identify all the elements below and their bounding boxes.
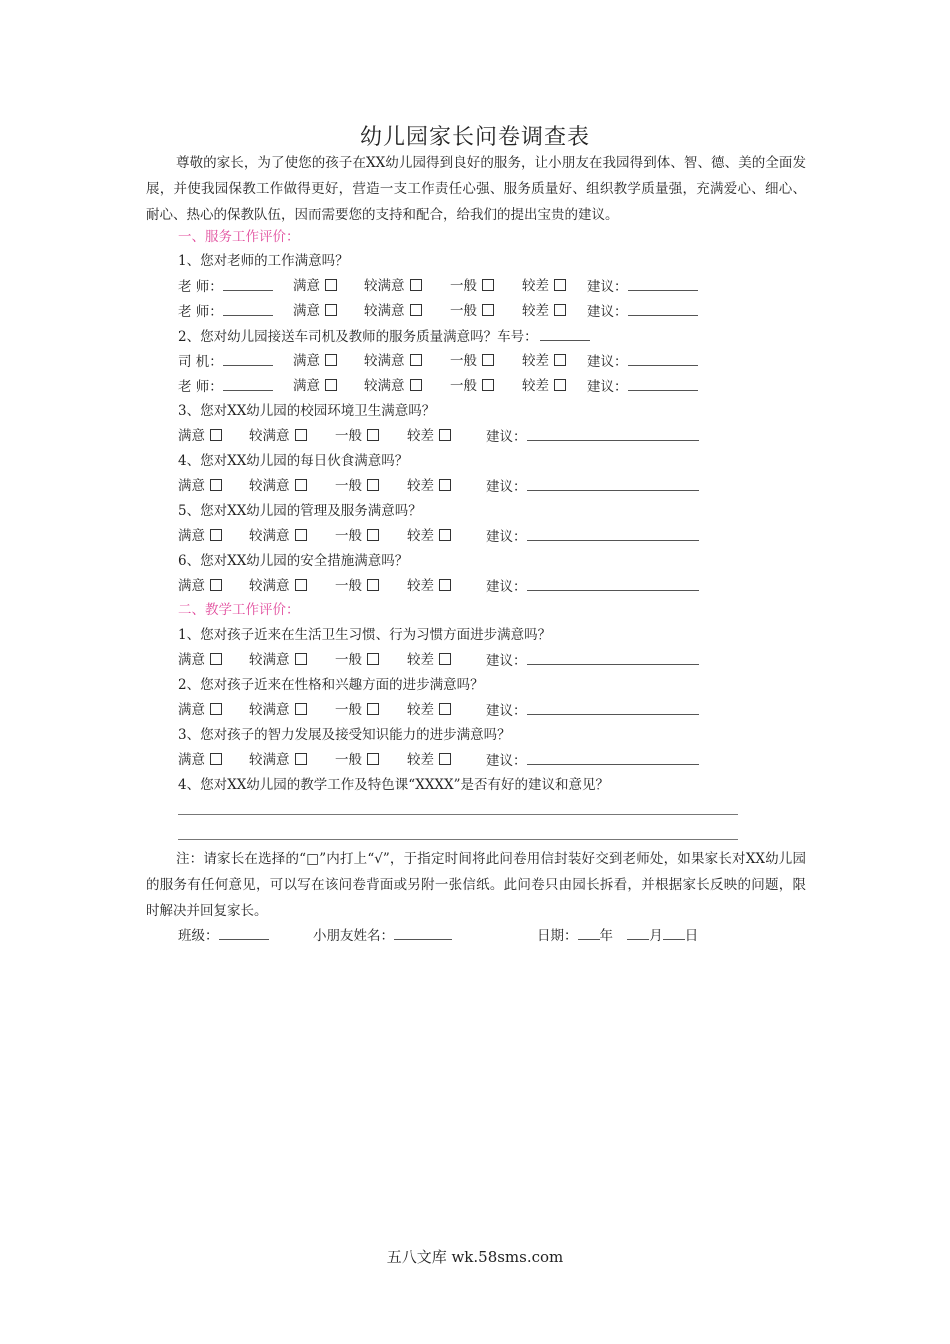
checkbox[interactable] [295,429,307,441]
option-label: 较差 [522,278,549,294]
option-label: 较满意 [249,528,290,544]
checkbox[interactable] [367,479,379,491]
child-name-label: 小朋友姓名： [313,928,394,944]
suggestion-blank[interactable] [527,700,699,715]
signature-row [178,925,738,945]
question-s2-q2: 2、您对孩子近来在性格和兴趣方面的进步满意吗？ [178,677,484,693]
suggestion-blank[interactable] [527,476,699,491]
checkbox[interactable] [210,579,222,591]
rating-row [178,700,738,720]
year-blank[interactable] [578,925,600,940]
section2-heading: 二、教学工作评价： [178,602,300,618]
checkbox[interactable] [325,279,337,291]
question-s2-q3: 3、您对孩子的智力发展及接受知识能力的进步满意吗？ [178,727,511,743]
checkbox[interactable] [210,753,222,765]
option-label: 较差 [522,303,549,319]
teacher-rating-row [178,376,738,396]
date-label: 日期： [537,928,578,944]
checkbox[interactable] [295,529,307,541]
option-label: 较满意 [364,353,405,369]
class-blank[interactable] [219,925,269,940]
option-label: 一般 [335,528,362,544]
option-label: 一般 [335,578,362,594]
option-label: 满意 [178,702,205,718]
option-label: 较差 [522,378,549,394]
teacher-name-blank[interactable] [223,301,273,316]
suggestion-label: 建议： [486,703,527,719]
checkbox[interactable] [367,753,379,765]
option-label: 较差 [407,528,434,544]
option-label: 满意 [178,478,205,494]
suggestion-blank[interactable] [628,276,698,291]
checkbox[interactable] [439,429,451,441]
checkbox[interactable] [367,653,379,665]
checkbox[interactable] [439,529,451,541]
checkbox[interactable] [325,354,337,366]
option-label: 较差 [407,578,434,594]
option-label: 一般 [335,752,362,768]
option-label: 较差 [407,428,434,444]
suggestion-label: 建议： [587,279,628,295]
checkbox[interactable] [210,653,222,665]
month-blank[interactable] [627,925,649,940]
option-label: 满意 [293,353,320,369]
suggestion-label: 建议： [486,429,527,445]
checkbox[interactable] [439,653,451,665]
note-paragraph: 注：请家长在选择的“□”内打上“√”，于指定时间将此问卷用信封装好交到老师处，如果家长对XX幼儿园的服务有任何意见，可以写在该问卷背面或另附一张信纸。此问卷只由园长拆看，并根据家长反映的问题，限时解决并回复家长。 [146,851,806,919]
intro-paragraph: 尊敬的家长，为了使您的孩子在XX幼儿园得到良好的服务，让小朋友在我园得到体、智、德、美的全面发展，并使我园保教工作做得更好，营造一支工作责任心强、服务质量好、组织教学质量强，充满爱心、细心、耐心、热心的保教队伍，因而需要您的支持和配合，给我们的提出宝贵的建议。 [146,155,806,223]
option-label: 一般 [335,478,362,494]
option-label: 一般 [450,353,477,369]
suggestion-label: 建议： [587,354,628,370]
checkbox[interactable] [295,753,307,765]
rating-row [178,526,738,546]
question-s1-q1: 1、您对老师的工作满意吗？ [178,253,349,269]
checkbox[interactable] [210,429,222,441]
checkbox[interactable] [554,379,566,391]
suggestion-blank[interactable] [527,650,699,665]
bus-number-blank[interactable] [540,326,590,341]
rating-row [178,576,738,596]
question-s1-q5: 5、您对XX幼儿园的管理及服务满意吗？ [178,503,422,519]
option-label: 较满意 [364,303,405,319]
option-label: 较满意 [249,652,290,668]
checkbox[interactable] [410,279,422,291]
suggestion-label: 建议： [486,479,527,495]
suggestion-label: 建议： [587,379,628,395]
checkbox[interactable] [295,579,307,591]
checkbox[interactable] [554,279,566,291]
option-label: 一般 [450,378,477,394]
checkbox[interactable] [210,703,222,715]
suggestion-blank[interactable] [527,426,699,441]
checkbox[interactable] [210,479,222,491]
checkbox[interactable] [367,429,379,441]
option-label: 满意 [178,428,205,444]
option-label: 满意 [178,652,205,668]
suggestion-blank[interactable] [628,376,698,391]
option-label: 一般 [450,303,477,319]
option-label: 较差 [407,702,434,718]
suggestion-blank[interactable] [628,301,698,316]
teacher-label: 老 师： [178,304,223,320]
suggestion-label: 建议： [587,304,628,320]
option-label: 一般 [335,702,362,718]
option-label: 较差 [407,478,434,494]
option-label: 满意 [293,378,320,394]
teacher-rating-row [178,301,738,321]
option-label: 较满意 [249,478,290,494]
option-label: 满意 [178,752,205,768]
teacher-label: 老 师： [178,279,223,295]
checkbox[interactable] [325,379,337,391]
driver-name-blank[interactable] [223,351,273,366]
checkbox[interactable] [410,354,422,366]
checkbox[interactable] [325,304,337,316]
checkbox[interactable] [439,753,451,765]
question-s1-q3: 3、您对XX幼儿园的校园环境卫生满意吗？ [178,403,436,419]
rating-row [178,650,738,670]
question-s1-q4: 4、您对XX幼儿园的每日伙食满意吗？ [178,453,409,469]
option-label: 较满意 [249,428,290,444]
checkbox[interactable] [482,304,494,316]
checkbox[interactable] [367,529,379,541]
question-s2-q1: 1、您对孩子近来在生活卫生习惯、行为习惯方面进步满意吗？ [178,627,552,643]
option-label: 较满意 [249,702,290,718]
teacher-label: 老 师： [178,379,223,395]
suggestion-blank[interactable] [527,750,699,765]
section1-heading: 一、服务工作评价： [178,229,300,245]
question-s2-q4: 4、您对XX幼儿园的教学工作及特色课“XXXX”是否有好的建议和意见？ [178,777,610,793]
rating-row [178,750,738,770]
checkbox[interactable] [439,479,451,491]
driver-rating-row [178,351,738,371]
footer-watermark: 五八文库 wk.58sms.com [386,1248,564,1266]
suggestion-blank[interactable] [527,526,699,541]
teacher-name-blank[interactable] [223,276,273,291]
question-text: 2、您对幼儿园接送车司机及教师的服务质量满意吗？车号： [178,329,538,345]
option-label: 一般 [335,428,362,444]
suggestion-blank[interactable] [527,576,699,591]
checkbox[interactable] [554,304,566,316]
suggestion-label: 建议： [486,579,527,595]
rating-row [178,476,738,496]
checkbox[interactable] [210,529,222,541]
option-label: 满意 [178,528,205,544]
checkbox[interactable] [367,579,379,591]
driver-label: 司 机： [178,354,223,370]
page-title: 幼儿园家长问卷调查表 [359,125,590,150]
answer-line[interactable] [178,839,738,840]
option-label: 较差 [407,652,434,668]
checkbox[interactable] [482,279,494,291]
option-label: 满意 [293,303,320,319]
checkbox[interactable] [482,354,494,366]
suggestion-label: 建议： [486,653,527,669]
option-label: 一般 [450,278,477,294]
checkbox[interactable] [439,579,451,591]
day-blank[interactable] [663,925,685,940]
teacher-name-blank[interactable] [223,376,273,391]
checkbox[interactable] [410,304,422,316]
checkbox[interactable] [554,354,566,366]
checkbox[interactable] [295,653,307,665]
option-label: 较差 [522,353,549,369]
class-label: 班级： [178,928,219,944]
checkbox[interactable] [410,379,422,391]
month-label: 月 [649,928,663,944]
rating-row [178,426,738,446]
checkbox[interactable] [295,703,307,715]
checkbox[interactable] [295,479,307,491]
teacher-rating-row [178,276,738,296]
suggestion-label: 建议： [486,529,527,545]
question-s1-q6: 6、您对XX幼儿园的安全措施满意吗？ [178,553,409,569]
checkbox[interactable] [482,379,494,391]
child-name-blank[interactable] [394,925,452,940]
option-label: 较满意 [364,378,405,394]
option-label: 较满意 [249,578,290,594]
suggestion-blank[interactable] [628,351,698,366]
option-label: 一般 [335,652,362,668]
question-s1-q2 [178,326,590,346]
option-label: 较差 [407,752,434,768]
year-label: 年 [599,928,613,944]
day-label: 日 [684,928,699,944]
checkbox[interactable] [439,703,451,715]
answer-line[interactable] [178,814,738,815]
option-label: 较满意 [364,278,405,294]
option-label: 满意 [293,278,320,294]
checkbox[interactable] [367,703,379,715]
option-label: 满意 [178,578,205,594]
option-label: 较满意 [249,752,290,768]
suggestion-label: 建议： [486,753,527,769]
